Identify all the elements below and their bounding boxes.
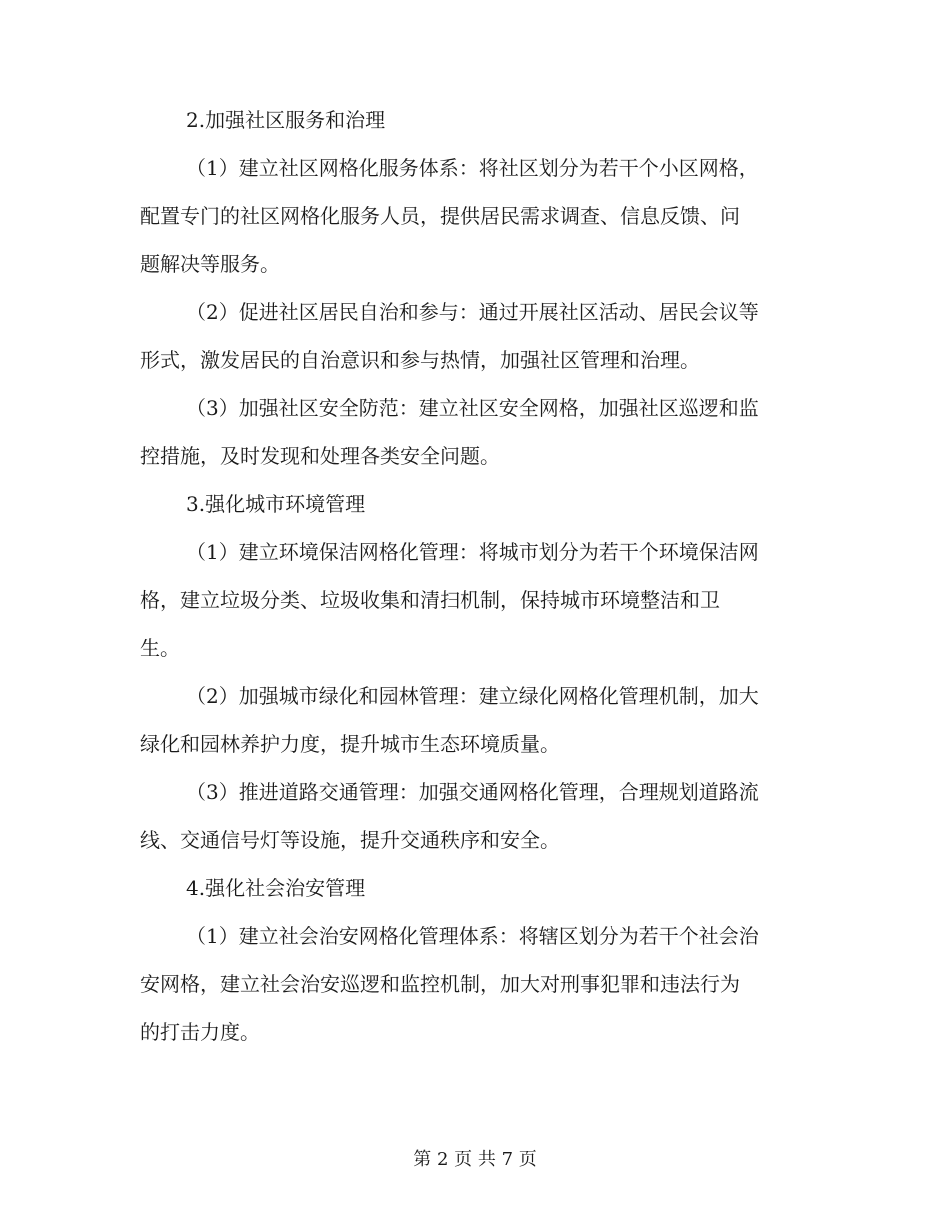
paragraph-line: （1）建立社会治安网格化管理体系：将辖区划分为若干个社会治 [186,924,759,948]
paragraph-line: 的打击力度。 [140,1020,260,1044]
paragraph-line: （2）加强城市绿化和园林管理：建立绿化网格化管理机制，加大 [186,684,759,708]
page-footer: 第 2 页 共 7 页 [413,1149,537,1170]
paragraph-line: 题解决等服务。 [140,252,280,276]
paragraph-line: 配置专门的社区网格化服务人员，提供居民需求调查、信息反馈、问 [140,204,740,228]
section-heading-3: 3.强化城市环境管理 [186,492,366,516]
paragraph-line: （1）建立环境保洁网格化管理：将城市划分为若干个环境保洁网 [186,540,759,564]
paragraph-line: （3）推进道路交通管理：加强交通网格化管理，合理规划道路流 [186,780,759,804]
document-body [140,96,810,1056]
paragraph-line: 线、交通信号灯等设施，提升交通秩序和安全。 [140,828,560,852]
paragraph-line: 格，建立垃圾分类、垃圾收集和清扫机制，保持城市环境整洁和卫 [140,588,720,612]
section-heading-4: 4.强化社会治安管理 [186,876,366,900]
section-heading-2: 2.加强社区服务和治理 [186,108,386,132]
paragraph-line: 控措施，及时发现和处理各类安全问题。 [140,444,500,468]
paragraph-line: 绿化和园林养护力度，提升城市生态环境质量。 [140,732,560,756]
paragraph-line: 安网格，建立社会治安巡逻和监控机制，加大对刑事犯罪和违法行为 [140,972,740,996]
paragraph-line: （1）建立社区网格化服务体系：将社区划分为若干个小区网格， [186,156,759,180]
paragraph-line: 形式，激发居民的自治意识和参与热情，加强社区管理和治理。 [140,348,700,372]
paragraph-line: （2）促进社区居民自治和参与：通过开展社区活动、居民会议等 [186,300,759,324]
paragraph-line: 生。 [140,636,180,660]
paragraph-line: （3）加强社区安全防范：建立社区安全网格，加强社区巡逻和监 [186,396,759,420]
